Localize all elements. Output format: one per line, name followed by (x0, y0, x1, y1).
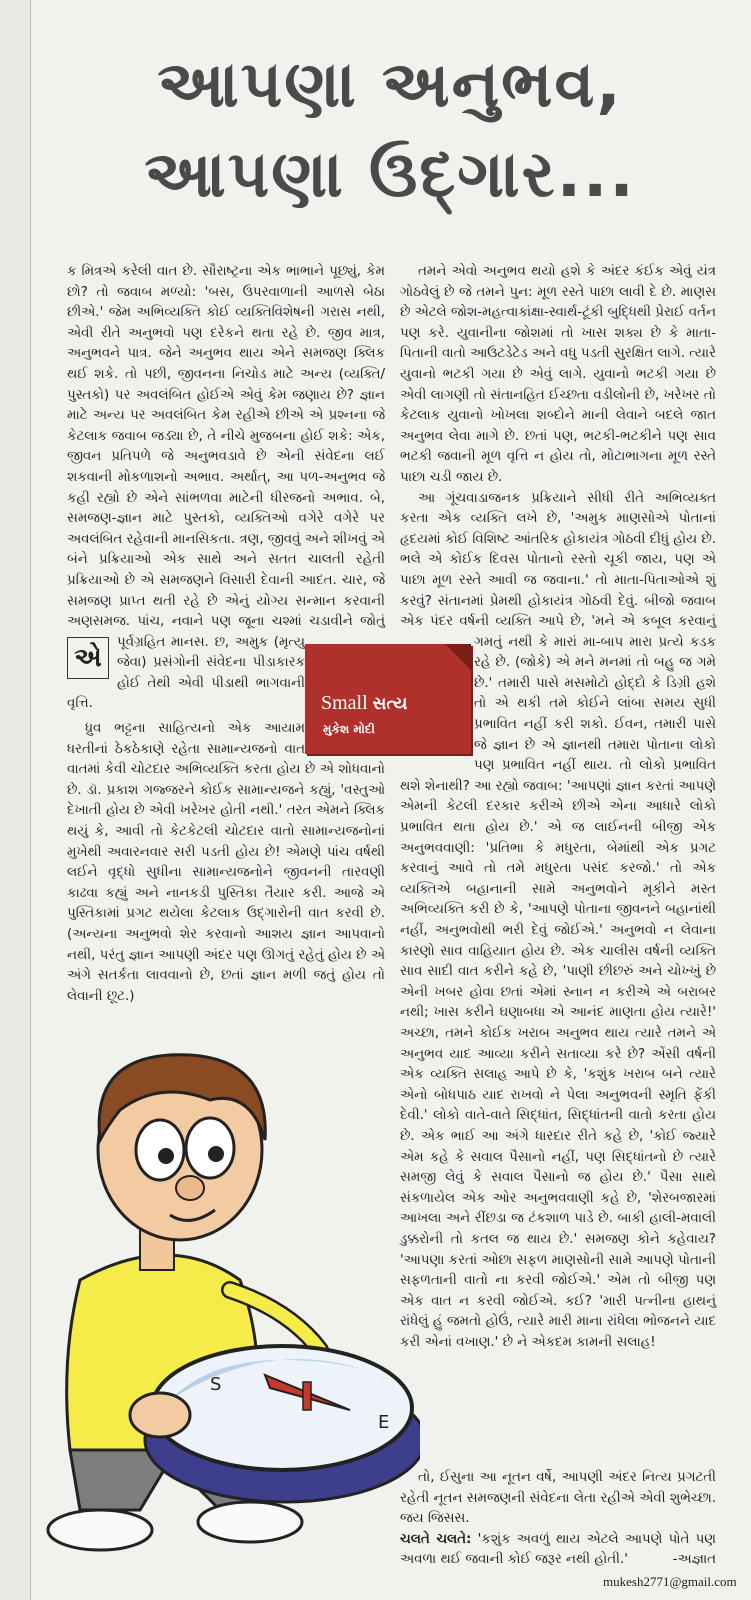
drop-cap: એ (67, 637, 109, 679)
column-brand-name: Small સત્ય (321, 692, 408, 714)
article-title (60, 40, 720, 220)
compass-face (152, 1346, 412, 1470)
paragraph: આ ગૂંચવાડાજનક પ્રક્રિયાને સીધી રીતે અભિવ્યક્ત કરતા એક વ્યક્તિ લખે છે, 'અમુક માણસોએ પોતાનાં હૃદયમાં કોઈ વિશિષ્ટ આંતરિક હોકાયંત્ર ગોઠવી દીધું હોય છે. ભલે એ કોઈક દિવસ પોતાનો રસ્તો ચૂકી જાય, પણ એ પાછા મૂળ રસ્તે આવી જ જવાના.' તો માતા-પિતાઓએ શું કરવું? સંતાનમાં પ્રેમથી હોકાયંત્ર ગોઠવી દેવું. બીજો જવાબ એક પંદર વર્ષની વ્યક્તિ આપે છે, 'મને એ કબૂલ કરવાનું ગમતું નથી કે મારાં મા-બાપ મારા પ્રત્યે કડક રહે છે. (જોકે) એ મને મનમાં તો બહુ જ ગમે છે.' તમારી પાસે મસમોટો હોદ્દો કે ડિગ્રી હશે તો એ થકી તમે કોઈને લાંબા સમય સુધી પ્રભાવિત નહીં કરી શકો. ઈવન, તમારી પાસે જે જ્ઞાન છે એ જ્ઞાનથી તમારા પોતાના લોકો પણ પ્રભાવિત નહીં થાય. તો લોકો પ્રભાવિત થશે શેનાથી? આ રહ્યો જવાબ: 'આપણાં જ્ઞાન કરતાં આપણે એમની કેટલી દરકાર કરીએ છીએ એના આધારે લોકો પ્રભાવિત થતા હોય છે.' એ જ લાઈનની બીજી એક અનુભવવાણી: 'પ્રતિભા કે મધુરતા, બેમાંથી એક પ્રગટ કરવાનું આવે તો તમે મધુરતા પસંદ કરજો.' તો એક વ્યક્તિએ બહાનાની સામે અનુભવોને મૂકીને મસ્ત અભિવ્યક્તિ કરી છે કે, 'આપણે પોતાના જીવનને બહાનાંથી નહીં, અનુભવોથી ભરી દેવું જોઈએ.' અનુભવો ન લેવાના કારણો સાવ વાહિયાત હોય છે. એક ચાલીસ વર્ષની વ્યક્તિ સાવ સાદી વાત કરીને કહે છે, 'પાણી છીછરું અને ચોખ્ખું છે એની ખબર હોવા છતાં એમાં સ્નાન ન કરીએ એ બરાબર નથી; ખાસ કરીને ઘણાબધા એ આનંદ માણતા હોય ત્યારે!' અચ્છા, તમને કોઈક ખરાબ અનુભવ થાય ત્યારે તમને એ અનુભવ યાદ આવ્યા કરીને સતાવ્યા કરે છે? એંસી વર્ષની એક વ્યક્તિ સલાહ આપે છે કે, 'કશુંક ખરાબ બને ત્યારે એનો બોધપાઠ યાદ રાખવો ને પેલા અનુભવની સ્મૃતિ ફેંકી દેવી.' લોકો વાતે-વાતે સિદ્ધાંત, સિદ્ધાંતની વાતો કરતા હોય છે. એક ભાઈ આ અંગે ધારદાર રીતે કહે છે, 'કોઈ જ્યારે એમ કહે કે સવાલ પૈસાનો નહીં, પણ સિદ્ધાંતનો છે ત્યારે સમજી લેવું કે સવાલ પૈસાનો જ હોય છે.' પૈસા સાથે સંકળાયેલ એક ઓર અનુભવવાણી કહે છે, 'શેરબજારમાં આખલા અને રીંછડા જ ટંકશાળ પાડે છે. બાકી હાલી-મવાલી ડુક્કરોની તો કતલ જ થાય છે.' સમજણ કોને કહેવાય? 'આપણા કરતાં ઓછા સફળ માણસોની સામે આપણે પોતાની સફળતાની વાતો ના કરવી જોઈએ.' એમ તો બીજી પણ એક વાત ન કરવી જોઈએ. કઈ? 'મારી પત્નીના હાથનું રાંધેલું હું જમતો હોઉં, ત્યારે મારી માના રાંધેલા ભોજનને યાદ કરી એનાં વખાણ.' છે ને એકદમ કામની સલાહ! (400, 490, 716, 1350)
closing-attribution: -અજ્ઞાત (672, 1552, 716, 1568)
compass-letter-s: S (210, 1374, 222, 1395)
paragraph: તમને એવો અનુભવ થયો હશે કે અંદર કંઈક એવું યંત્ર ગોઠવેલું છે જે તમને પુન: મૂળ રસ્તે પાછા લાવી દે છે. માણસ છે એટલે જોશ-મહત્વાકાંક્ષા-સ્વાર્થ-ટૂંકી બુદ્ધિથી પ્રેરાઈ વર્તન પણ કરે. યુવાનીના જોશમાં તો ખાસ શક્ય છે કે માતા-પિતાની વાતો આઉટડેટેડ અને વધુ પડતી સુરક્ષિત લાગે. ત્યારે યુવાનો ભટકી ગયા છે એવું લાગે. યુવાનો ભટકી ગયા છે એવી લાગણી તો સંતાનહિત ઈચ્છતા વડીલોની છે, ખરેખર તો કેટલાક યુવાનો ખોખલા શબ્દોને માની લેવાને બદલે જાત અનુભવ લેવા માગે છે. છતાં પણ, ભટકી-ભટકીને પણ સાવ ભટકી જવાની મૂળ વૃત્તિ ન હોય તો, મોટાભાગના મૂળ રસ્તે પાછા ચડી જાય છે. (400, 264, 716, 485)
compass-letter-e: E (378, 1412, 390, 1433)
author-email: mukesh2771@gmail.com (603, 1574, 737, 1589)
cartoon-man-with-compass-illustration (20, 1030, 420, 1570)
column-author: મુકેશ મોદી (323, 722, 375, 736)
closing-block (400, 1468, 716, 1571)
right-shoe (198, 1502, 302, 1542)
left-shoe (48, 1510, 152, 1550)
corner-fold (445, 644, 471, 670)
hand (130, 1393, 190, 1437)
closing-quote: 'કશુંક અવળું થાય એટલે આપણે પોતે પણ અવળા થઈ જવાની કોઈ જરૂર નથી હોતી.' (400, 1531, 716, 1568)
paragraph: તો, ઈસુના આ નૂતન વર્ષે, આપણી અંદર નિત્ય પ્રગટતી રહેતી નૂતન સમજણની સંવેદના લેતા રહીએ એવી શુભેચ્છા. જય જિસસ. (400, 1470, 716, 1527)
closing-line (400, 1530, 716, 1571)
paragraph: ધ્રુવ ભટ્ટના સાહિત્યનો એક આયામ ધરતીનાં ઠેકઠેકાણે રહેતા સામાન્યજનો વાત વાતમાં કેવી ચોટદાર અભિવ્યક્તિ કરતા હોય છે એ શોધવાનો છે. ડૉ. પ્રકાશ ગજ્જરને કોઈક સામાન્યજને કહ્યું, 'વસ્તુઓ દેખાતી હોય છે એવી ખરેખર હોતી નથી.' તરત એમને ક્લિક થયું કે, આવી તો કેટકેટલી ચોટદાર વાતો સામાન્યજનોનાં મુખેથી અવારનવાર સરી પડતી હોય છે! એમણે પાંચ વર્ષથી લઈને વૃદ્ધો સુધીના સામાન્યજનોને જીવનની તારવણી કાઢવા કહ્યું અને નાનકડી પુસ્તિકા તૈયાર કરી. આજે એ પુસ્તિકામાં પ્રગટ થયેલા કેટલાક ઉદ્ગારોની વાત કરવી છે. (અન્યના અનુભવો શેર કરવાનો આશય જ્ઞાન આપવાનો નથી, પરંતુ જ્ઞાન આપણી અંદર પણ ઊગતું રહેતું હોય છે એ અંગે સતર્કતા લાવવાનો છે, છતાં જ્ઞાન મળી જતું હોય તો લેવાની છૂટ.) (67, 721, 385, 1004)
right-column (400, 262, 716, 1353)
title-line-2: આપણા ઉદ્ગાર... (144, 138, 636, 212)
paragraph: એ ક મિત્રએ કરેલી વાત છે. સૌરાષ્ટ્રના એક ભાભાને પૂછ્યું, કેમ છો? તો જવાબ મળ્યો: 'બસ, ઉપરવાળાની આળસે બેઠા છીએ.' જેમ અભિવ્યક્તિ કોઈ વ્યક્તિવિશેષની ગરાસ નથી, એવી રીતે અનુભવો પણ દરેકને થતા રહે છે. જીવ માત્ર, અનુભવને પાત્ર. જેને અનુભવ થાય એને સમજણ ક્લિક થઈ શકે. તો પછી, જીવનના નિચોડ માટે અન્ય (વ્યક્તિ/પુસ્તકો) પર અવલંબિત હોઈએ એવું કેમ જણાય છે? જ્ઞાન માટે અન્ય પર અવલંબિત કેમ રહીએ છીએ એ પ્રશ્નના જે કેટલાક જવાબ જડ્યા છે, તે નીચે મુજબના હોઈ શકે: એક, જીવન પ્રતિપળે જે અનુભવડાવે છે એની સંવેદના લઈ શકવાની મોકળાશનો અભાવ. અર્થાત્, આ પળ-અનુભવ જે કહી રહ્યો છે એને સાંભળવા માટેની ધીરજનો અભાવ. બે, સમજણ-જ્ઞાન માટે પુસ્તકો, વ્યક્તિઓ વગેરે વગેરે પર અવલંબિત રહેવાની માનસિકતા. ત્રણ, જીવવું અને શીખવું એ બંને પ્રક્રિયાઓ એક સાથે અને સતત ચાલતી રહેતી પ્રક્રિયાઓ છે એ સમજણને વિસારી દેવાની આદત. ચાર, જે સમજણ પ્રાપ્ત થતી રહે છે એનું યોગ્ય સન્માન કરવાની અણસમજ. પાંચ, નવાને પણ જૂના ચશ્માં ચડાવીને જોતું પૂર્વગ્રહિત માનસ. છ, અમુક (મૃત્યુ જેવા) પ્રસંગોની સંવેદના પીડાકારક હોઈ તેથી એવી પીડાથી ભાગવાની વૃત્તિ. (67, 264, 385, 712)
closing-label: ચલતે ચલતે: (400, 1531, 472, 1547)
title-line-1: આપણા અનુભવ, (157, 48, 623, 122)
column-brand-box (305, 644, 471, 754)
left-column (67, 262, 385, 1007)
